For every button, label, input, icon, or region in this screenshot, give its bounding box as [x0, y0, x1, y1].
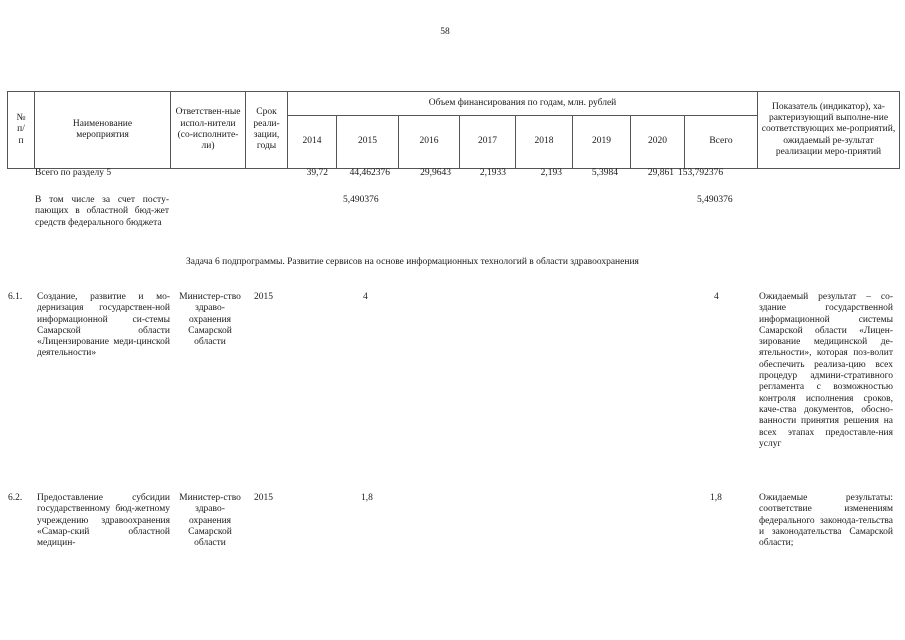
row-6-1-responsible: Министер-ство здраво-охранения Самарской области [179, 292, 241, 348]
total-value-2018: 2,193 [540, 168, 562, 178]
header-year-2014: 2014 [288, 116, 337, 169]
total-value-2016: 29,9643 [420, 168, 451, 178]
federal-value-2015: 5,490376 [343, 195, 379, 205]
header-year-2018: 2018 [516, 116, 573, 169]
header-col-responsible: Ответствен-ные испол-нители (со-исполните-ли) [171, 92, 246, 169]
total-row-label: Всего по разделу 5 [35, 168, 112, 178]
federal-value-total: 5,490376 [697, 195, 733, 205]
federal-row-label: В том числе за счет посту-пающих в областной бюд-жет средств федерального бюджета [35, 195, 169, 228]
header-year-2020: 2020 [631, 116, 685, 169]
row-6-2-name: Предоставление субсидии государственному бюд-жетному учреждению здравоохранения «Самар-ский областной медицин- [37, 493, 170, 549]
header-col-number: № п/п [8, 92, 35, 169]
total-value-2015: 44,462376 [349, 168, 390, 178]
row-6-1-term: 2015 [254, 292, 273, 302]
header-year-2019: 2019 [573, 116, 631, 169]
row-6-2-value-2015: 1,8 [361, 493, 373, 503]
funding-table-header [7, 91, 900, 169]
total-value-2014: 39,72 [306, 168, 328, 178]
row-6-2-responsible: Министер-ство здраво-охранения Самарской области [179, 493, 241, 549]
header-col-term: Срок реали-зации, годы [246, 92, 288, 169]
header-col-indicator: Показатель (индикатор), ха-рактеризующий выполне-ние соответствующих ме-роприятий, ожидаемый ре-зультат реализации меро-приятий [758, 92, 900, 169]
header-year-2017: 2017 [460, 116, 516, 169]
header-year-2016: 2016 [399, 116, 460, 169]
row-6-2-term: 2015 [254, 493, 273, 503]
row-6-1-name: Создание, развитие и мо-дернизация государствен-ной информационной си-стемы Самарской области «Лицензирование меди-цинской деятельности» [37, 292, 170, 359]
header-year-2015: 2015 [337, 116, 399, 169]
total-value-2020: 29,861 [647, 168, 674, 178]
row-6-2-indicator: Ожидаемые результаты: соответствие изменениям федерального законода-тельства и законодательства Самарской области; [759, 493, 893, 549]
row-6-1-number: 6.1. [8, 292, 23, 302]
total-value-2017: 2,1933 [479, 168, 506, 178]
header-col-funding: Объем финансирования по годам, млн. рублей [288, 92, 758, 116]
task-heading: Задача 6 подпрограммы. Развитие сервисов на основе информационных технологий в области здравоохранения [186, 257, 639, 267]
row-6-1-total: 4 [714, 292, 719, 302]
row-6-2-number: 6.2. [8, 493, 23, 503]
header-col-name: Наименование мероприятия [35, 92, 171, 169]
row-6-1-indicator: Ожидаемый результат – со-здание государственной информационной системы Самарской области «Лицен-зирование медицинской де-ятельности», которая поз-волит обеспечить реализа-цию всех процедур админи-стративного регламента с возможностью контроля исполнения сроков, каче-ства документов, обосно-ванности принятия решения на всех этапах предоставле-ния услуг [759, 292, 893, 449]
total-value-sum: 153,792376 [678, 168, 724, 178]
page-number: 58 [440, 27, 450, 37]
total-value-2019: 5,3984 [591, 168, 618, 178]
row-6-1-value-2015: 4 [363, 292, 368, 302]
row-6-2-total: 1,8 [710, 493, 722, 503]
header-total: Всего [685, 116, 758, 169]
